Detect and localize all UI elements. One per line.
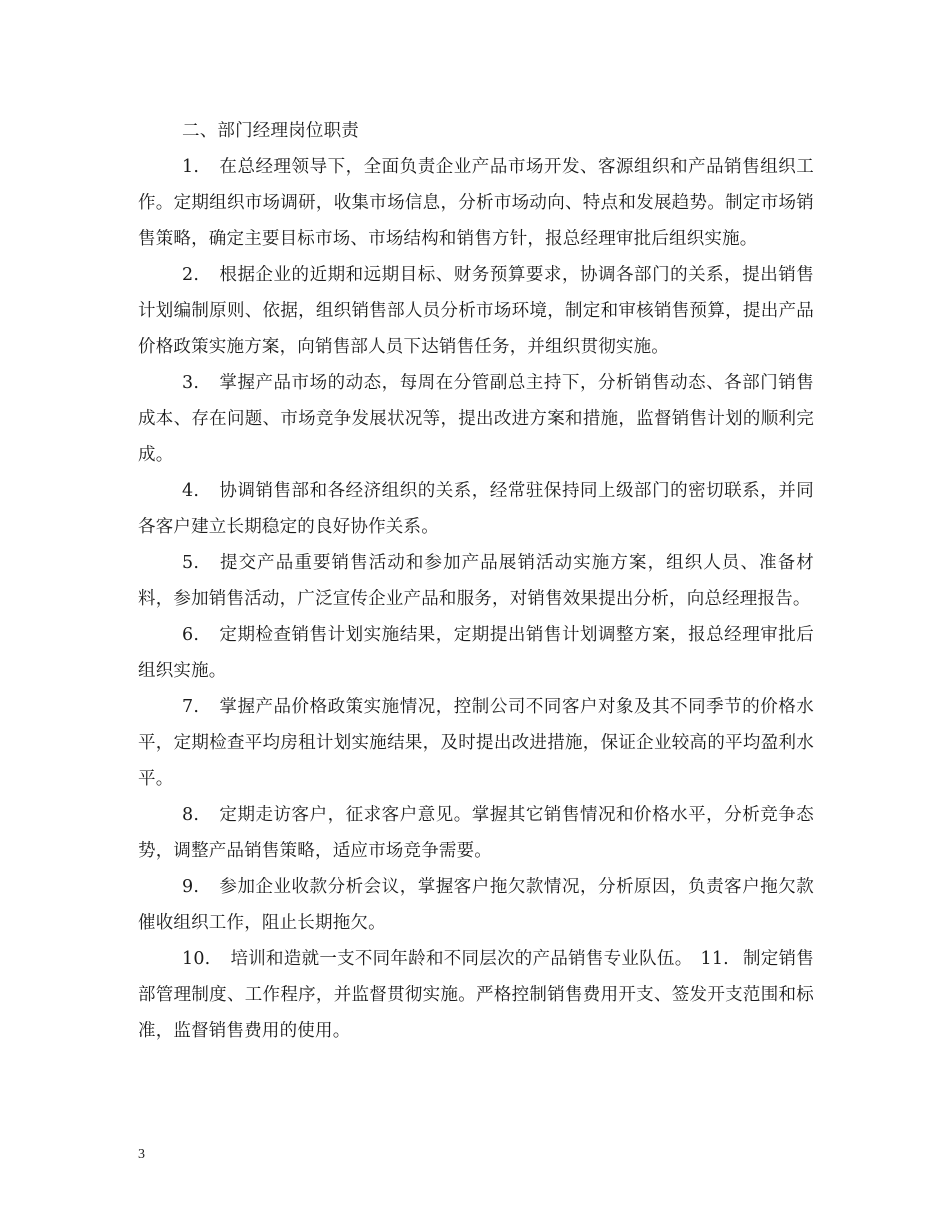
item-text: 提交产品重要销售活动和参加产品展销活动实施方案，组织人员、准备材料，参加销售活动，广泛宣传企业产品和服务，对销售效果提出分析，向总经理报告。 <box>138 553 814 609</box>
item-text: 掌握产品价格政策实施情况，控制公司不同客户对象及其不同季节的价格水平，定期检查平均房租计划实施结果，及时提出改进措施，保证企业较高的平均盈利水平。 <box>138 697 814 789</box>
item-number: 5. <box>182 553 200 573</box>
item-text: 培训和造就一支不同年龄和不同层次的产品销售专业队伍。 <box>230 949 693 969</box>
list-item <box>138 545 814 617</box>
list-item <box>138 149 814 257</box>
item-text: 根据企业的近期和远期目标、财务预算要求，协调各部门的关系，提出销售计划编制原则、依据，组织销售部人员分析市场环境，制定和审核销售预算，提出产品价格政策实施方案，向销售部人员下达销售任务，并组织贯彻实施。 <box>138 265 814 357</box>
list-item <box>138 473 814 545</box>
list-item <box>138 365 814 473</box>
list-item <box>138 617 814 689</box>
item-number: 7. <box>182 697 200 717</box>
item-text: 协调销售部和各经济组织的关系，经常驻保持同上级部门的密切联系，并同各客户建立长期稳定的良好协作关系。 <box>138 481 814 537</box>
item-text: 制定销售部管理制度、工作程序，并监督贯彻实施。严格控制销售费用开支、签发开支范围和标准，监督销售费用的使用。 <box>138 949 814 1041</box>
item-number: 4. <box>182 481 200 501</box>
item-number: 3. <box>182 373 200 393</box>
item-number: 8. <box>182 805 200 825</box>
list-item <box>138 257 814 365</box>
item-number: 1. <box>182 157 200 177</box>
list-item <box>138 869 814 941</box>
item-text: 在总经理领导下，全面负责企业产品市场开发、客源组织和产品销售组织工作。定期组织市场调研，收集市场信息，分析市场动向、特点和发展趋势。制定市场销售策略，确定主要目标市场、市场结构和销售方针，报总经理审批后组织实施。 <box>138 157 814 249</box>
list-item <box>138 797 814 869</box>
list-item <box>138 941 814 1049</box>
item-number: 6. <box>182 625 200 645</box>
item-number: 9. <box>182 877 200 897</box>
item-number: 2. <box>182 265 200 285</box>
list-item <box>138 689 814 797</box>
item-text: 参加企业收款分析会议，掌握客户拖欠款情况，分析原因，负责客户拖欠款催收组织工作，阻止长期拖欠。 <box>138 877 814 933</box>
item-number: 10. <box>182 949 211 969</box>
item-number: 11. <box>700 949 729 969</box>
section-heading: 二、部门经理岗位职责 <box>182 121 359 141</box>
item-text: 定期走访客户，征求客户意见。掌握其它销售情况和价格水平，分析竞争态势，调整产品销售策略，适应市场竞争需要。 <box>138 805 814 861</box>
page-number: 3 <box>138 1147 145 1162</box>
document-body <box>138 113 814 1049</box>
item-text: 定期检查销售计划实施结果，定期提出销售计划调整方案，报总经理审批后组织实施。 <box>138 625 814 681</box>
item-text: 掌握产品市场的动态，每周在分管副总主持下，分析销售动态、各部门销售成本、存在问题、市场竞争发展状况等，提出改进方案和措施，监督销售计划的顺利完成。 <box>138 373 814 465</box>
